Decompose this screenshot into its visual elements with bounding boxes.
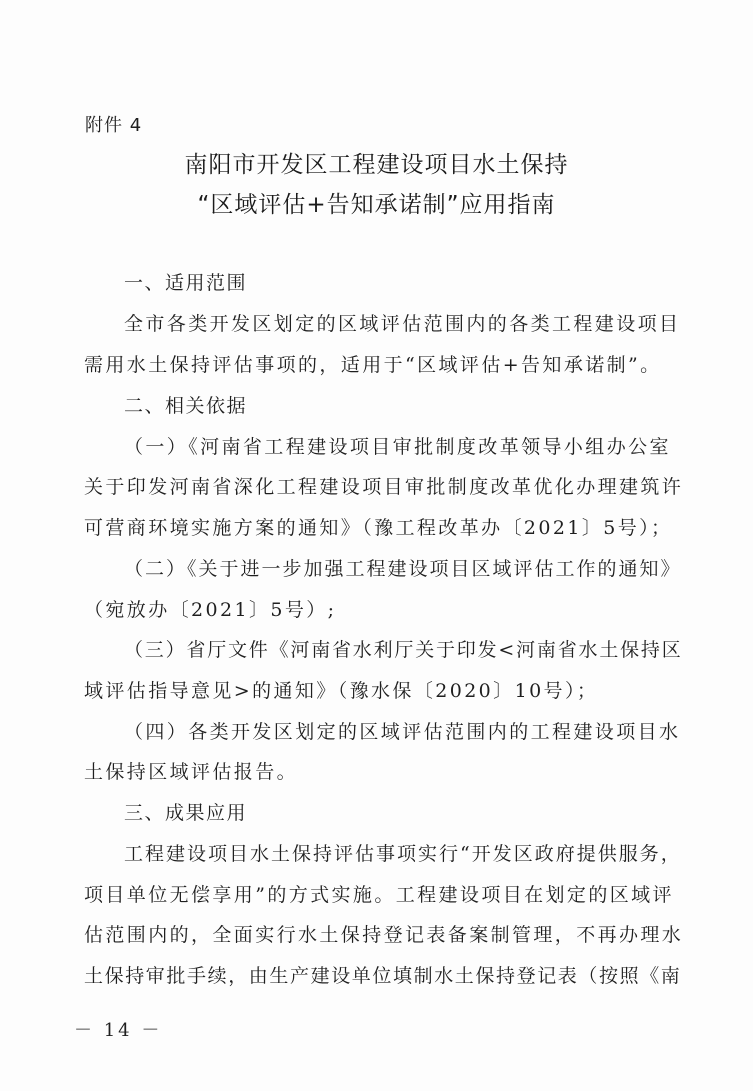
paragraph-line: 工程建设项目水土保持评估事项实行“开发区政府提供服务， (124, 843, 682, 865)
paragraph-line: 估范围内的，全面实行水土保持登记表备案制管理，不再办理水 (84, 924, 684, 946)
paragraph-line: （宛放办〔2021〕5号）; (84, 599, 337, 621)
paragraph-line: 土保持区域评估报告。 (84, 761, 299, 783)
paragraph-line: 土保持审批手续，由生产建设单位填制水土保持登记表（按照《南 (84, 965, 682, 987)
section-heading-scope: 一、适用范围 (124, 272, 248, 294)
paragraph-line: 域评估指导意见>的通知》（豫水保〔2020〕10号）； (84, 680, 599, 702)
paragraph-line: （二）《关于进一步加强工程建设项目区域评估工作的通知》 (124, 558, 682, 580)
annex-label: 附件 4 (85, 115, 143, 136)
title-line-1: 南阳市开发区工程建设项目水土保持 (184, 152, 569, 178)
paragraph-line: 全市各类开发区划定的区域评估范围内的各类工程建设项目 (124, 313, 681, 335)
title-line-2: “区域评估+告知承诺制”应用指南 (197, 192, 556, 218)
page-number: － 14 － (74, 1020, 163, 1041)
section-heading-application: 三、成果应用 (124, 802, 248, 824)
paragraph-line: 关于印发河南省深化工程建设项目审批制度改革优化办理建筑许 (84, 476, 684, 498)
paragraph-line: （一）《河南省工程建设项目审批制度改革领导小组办公室 (124, 436, 671, 458)
paragraph-line: 可营商环境实施方案的通知》（豫工程改革办〔2021〕5号）； (84, 517, 673, 539)
paragraph-line: （四）各类开发区划定的区域评估范围内的工程建设项目水 (124, 721, 681, 743)
paragraph-line: 需用水土保持评估事项的，适用于“区域评估+告知承诺制”。 (84, 354, 662, 376)
section-heading-basis: 二、相关依据 (124, 395, 248, 417)
paragraph-line: 项目单位无偿享用”的方式实施。工程建设项目在划定的区域评 (84, 884, 674, 906)
paragraph-line: （三）省厅文件《河南省水利厅关于印发<河南省水土保持区 (124, 639, 683, 661)
